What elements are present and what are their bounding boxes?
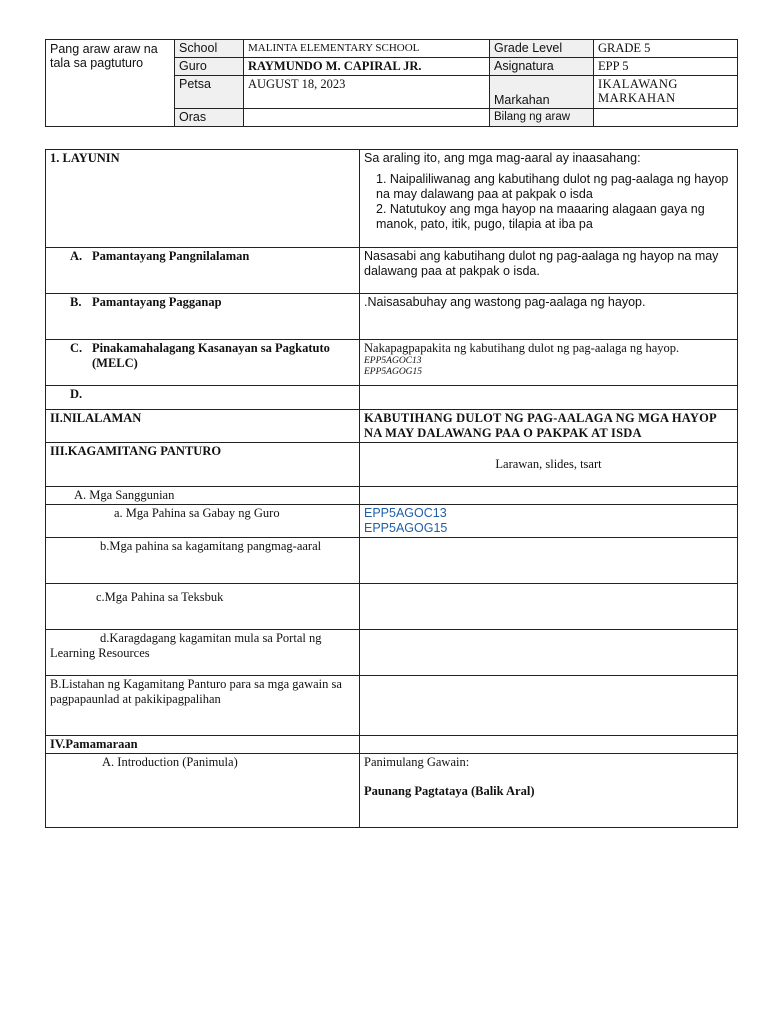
time-label: Oras	[175, 109, 244, 127]
melc-label-cell	[46, 340, 360, 386]
melc-label: Pinakamahalagang Kasanayan sa Pagkatuto (MELC)	[92, 341, 330, 370]
header-table	[45, 39, 738, 127]
school-label: School	[175, 40, 244, 58]
teacher-guide-label: a. Mga Pahina sa Gabay ng Guro	[46, 505, 360, 538]
procedure-label: IV.Pamamaraan	[46, 736, 360, 754]
plan-type-title: Pang araw araw na tala sa pagtuturo	[46, 40, 175, 127]
pretest-heading: Paunang Pagtataya (Balik Aral)	[364, 784, 535, 798]
textbook-label: c.Mga Pahina sa Teksbuk	[46, 584, 360, 630]
grade-level-value: GRADE 5	[594, 40, 738, 58]
item-marker: A.	[70, 249, 83, 263]
objectives-intro: Sa araling ito, ang mga mag-aaral ay inaasahang:	[364, 151, 641, 165]
lesson-plan-table	[45, 149, 738, 828]
content-standard-label-cell	[46, 248, 360, 294]
lesson-title: KABUTIHANG DULOT NG PAG-AALAGA NG MGA HAYOP NA MAY DALAWANG PAA O PAKPAK AT ISDA	[360, 410, 738, 443]
melc-value: Nakapagpapakita ng kabutihang dulot ng pag-aalaga ng hayop.	[364, 341, 680, 355]
materials-list-label: B.Listahan ng Kagamitang Panturo para sa mga gawain sa pagpapaunlad at pakikipagpalihan	[46, 676, 360, 736]
materials-value: Larawan, slides, tsart	[360, 443, 738, 487]
teacher-guide-code: EPP5AGOG15	[364, 521, 448, 535]
item-marker: D.	[70, 387, 83, 401]
performance-standard-value: .Naisasabuhay ang wastong pag-aalaga ng hayop.	[360, 294, 738, 340]
days-label: Bilang ng araw	[490, 109, 594, 127]
item-d-cell	[46, 386, 360, 410]
references-label: A. Mga Sanggunian	[46, 487, 360, 505]
performance-standard-label: Pamantayang Pagganap	[92, 295, 222, 309]
grade-level-label: Grade Level	[490, 40, 594, 58]
teacher-value: RAYMUNDO M. CAPIRAL JR.	[244, 58, 490, 76]
content-standard-value: Nasasabi ang kabutihang dulot ng pag-aalaga ng hayop na may dalawang paa at pakpak o isda.	[360, 248, 738, 294]
materials-label: III.KAGAMITANG PANTURO	[46, 443, 360, 487]
quarter-value: IKALAWANG MARKAHAN	[594, 76, 738, 109]
days-value	[594, 109, 738, 127]
objectives-label: 1. LAYUNIN	[46, 150, 360, 248]
subject-label: Asignatura	[490, 58, 594, 76]
introduction-activity: Panimulang Gawain:	[364, 755, 470, 769]
objectives-cell	[360, 150, 738, 248]
objective-item: 2. Natutukoy ang mga hayop na maaaring alagaan gaya ng manok, pato, itik, pugo, tilapia at iba pa	[376, 202, 705, 231]
quarter-label: Markahan	[490, 76, 594, 109]
date-label: Petsa	[175, 76, 244, 109]
teacher-label: Guro	[175, 58, 244, 76]
item-marker: C.	[70, 341, 83, 355]
content-standard-label: Pamantayang Pangnilalaman	[92, 249, 250, 263]
teacher-guide-code: EPP5AGOC13	[364, 506, 447, 520]
melc-cell	[360, 340, 738, 386]
introduction-cell	[360, 754, 738, 828]
school-value: MALINTA ELEMENTARY SCHOOL	[244, 40, 490, 58]
item-marker: B.	[70, 295, 82, 309]
time-value	[244, 109, 490, 127]
objectives-list	[364, 172, 733, 232]
lr-portal-label: d.Karagdagang kagamitan mula sa Portal ng Learning Resources	[46, 630, 360, 676]
learner-materials-label: b.Mga pahina sa kagamitang pangmag-aaral	[46, 538, 360, 584]
teacher-guide-cell	[360, 505, 738, 538]
objective-item: 1. Naipaliliwanag ang kabutihang dulot ng pag-aalaga ng hayop na may dalawang paa at pakpak o isda	[376, 172, 729, 201]
introduction-label: A. Introduction (Panimula)	[46, 754, 360, 828]
melc-code: EPP5AGOC13	[364, 356, 422, 366]
melc-code: EPP5AGOG15	[364, 367, 423, 377]
subject-value: EPP 5	[594, 58, 738, 76]
content-label: II.NILALAMAN	[46, 410, 360, 443]
performance-standard-label-cell	[46, 294, 360, 340]
date-value: AUGUST 18, 2023	[244, 76, 490, 109]
